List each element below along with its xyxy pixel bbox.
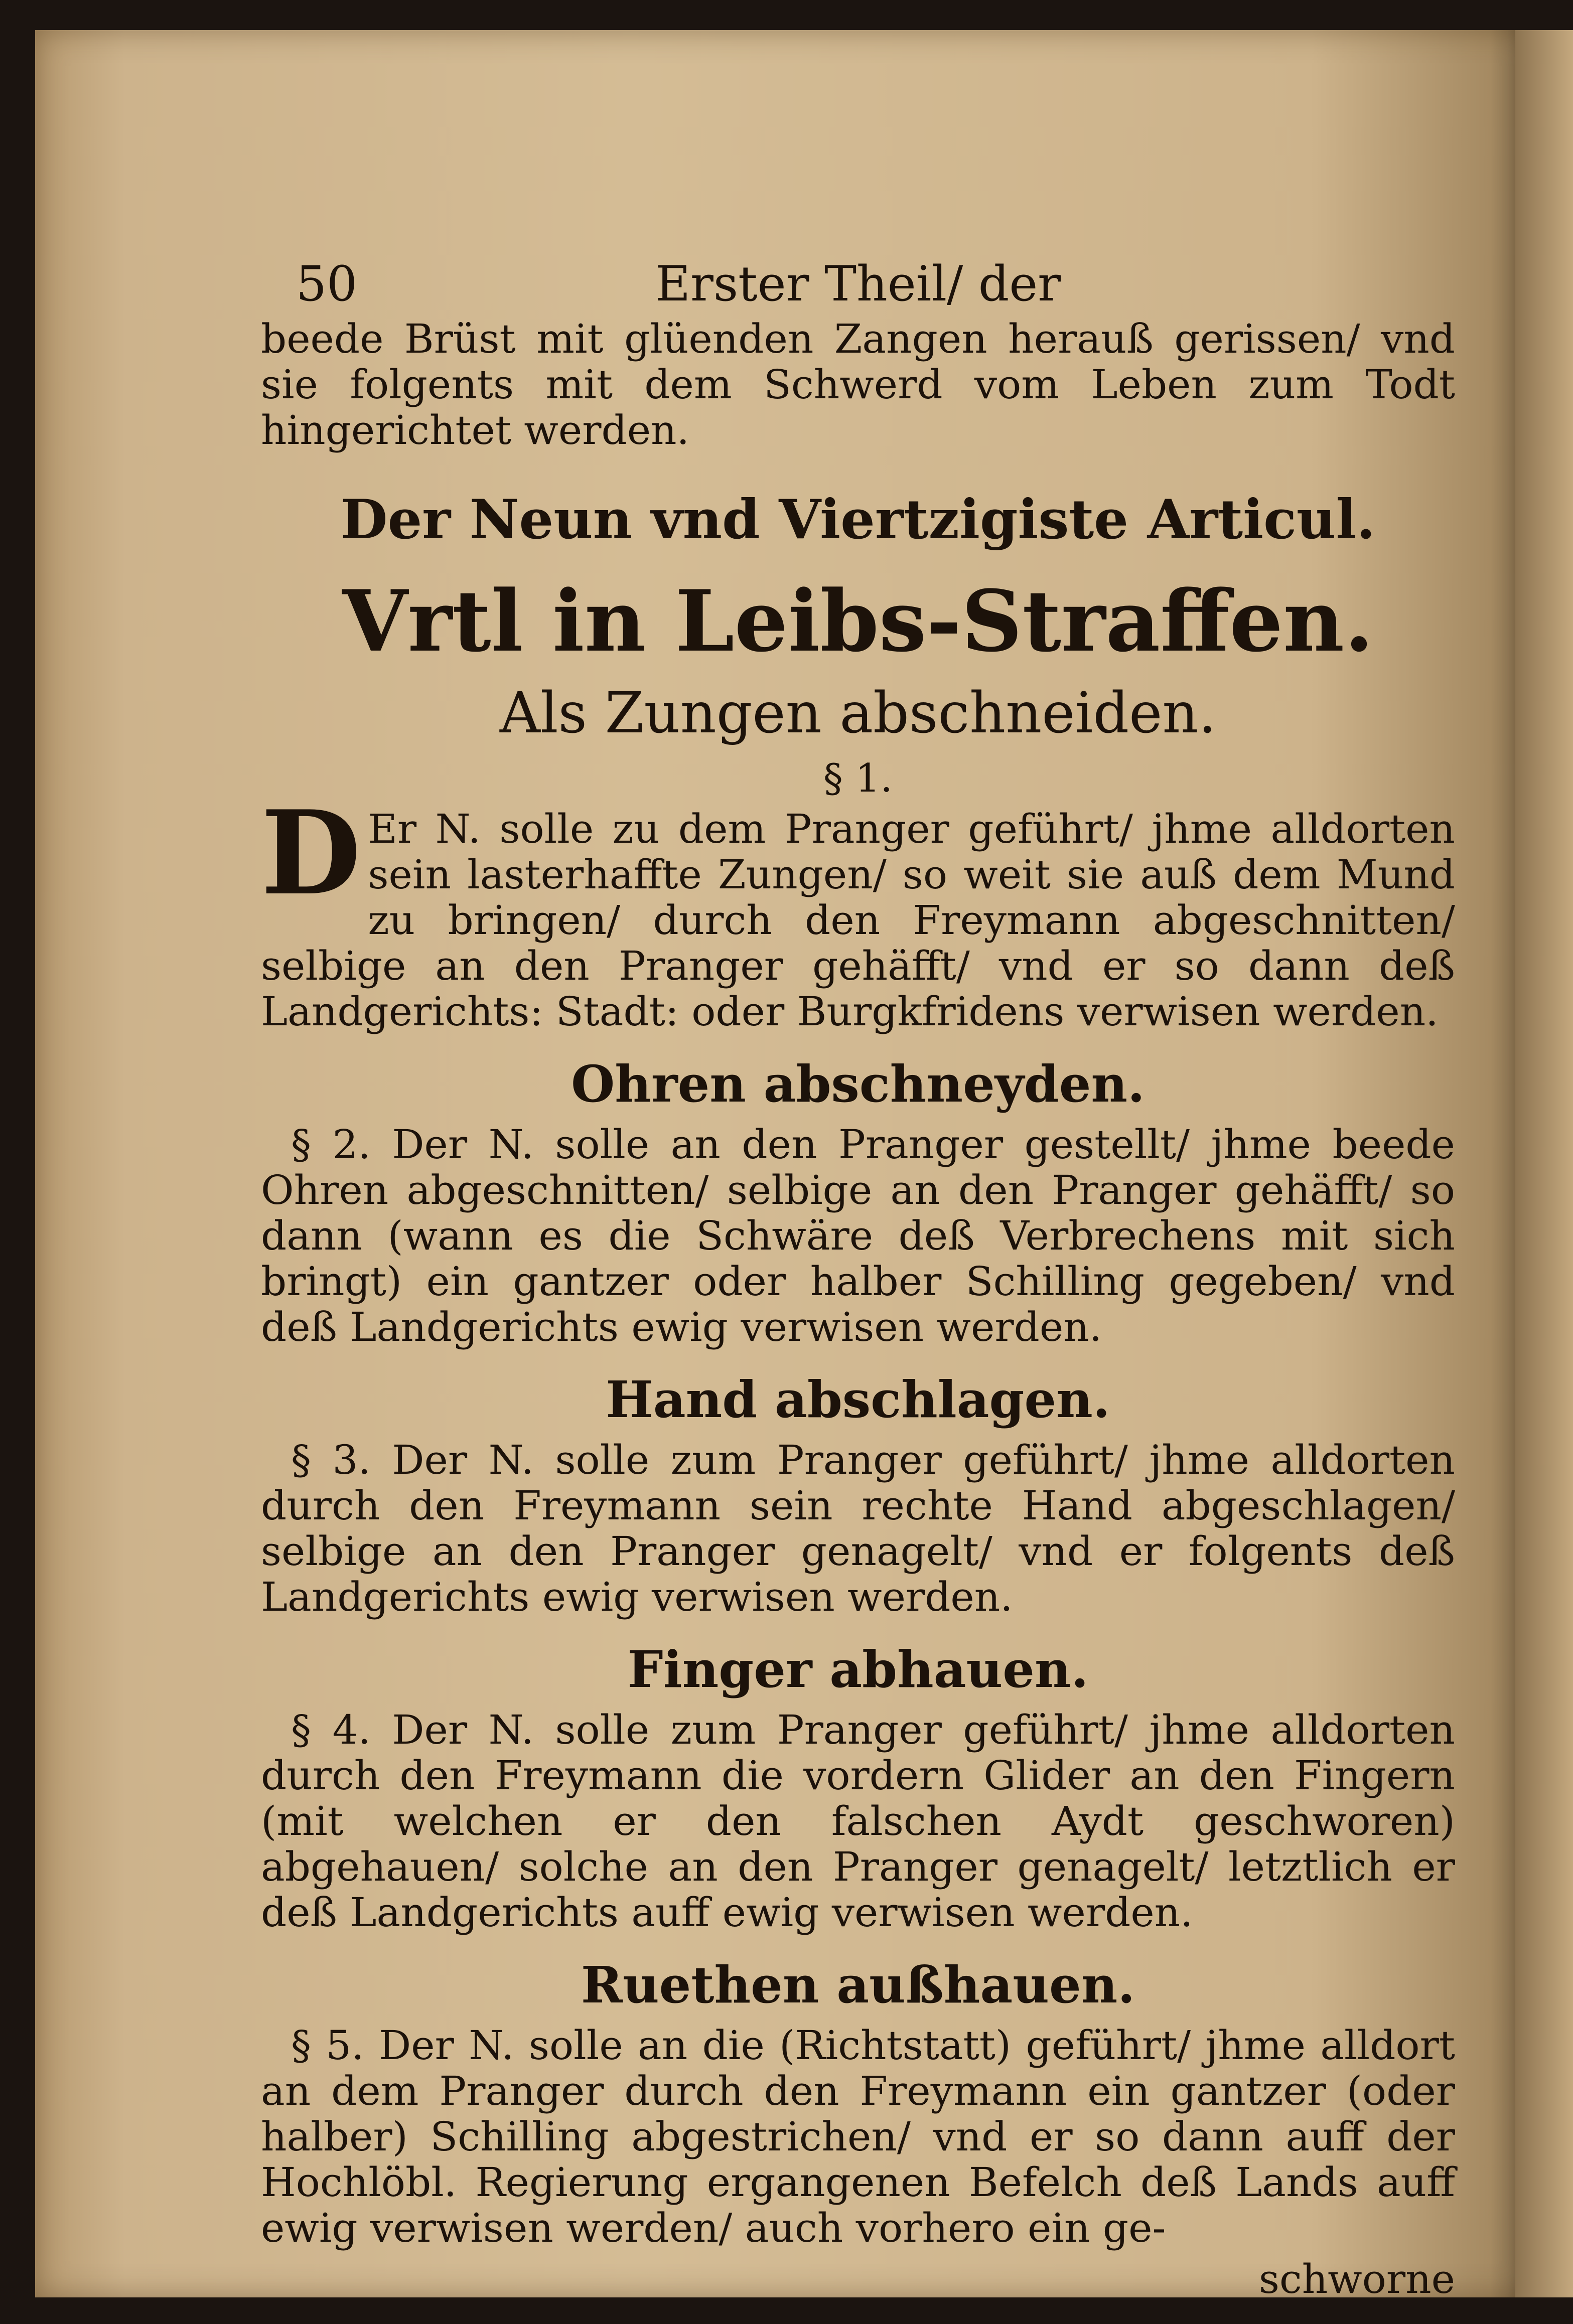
section-5-paragraph [261, 2023, 1455, 2251]
article-heading: Der Neun vnd Viertzigiste Articul. [340, 488, 1376, 551]
section-heading-4: Finger abhauen. [627, 1640, 1089, 1699]
running-title: Erster Theil/ der [655, 256, 1061, 312]
section-number-3: § 3. [291, 1437, 371, 1483]
running-header [261, 256, 1455, 316]
section-4-paragraph [261, 1707, 1455, 1935]
section-3-text: Der N. solle zum Pranger geführt/ jhme alldorten durch den Freymann sein rechte Hand abgeschlagen/ selbige an den Pranger genagelt/ vnd er folgents deß Landgerichts ewig verwisen werden. [261, 1437, 1456, 1620]
facing-page-edge [1515, 30, 1573, 2297]
section-heading-2: Ohren abschneyden. [571, 1054, 1145, 1114]
drop-cap: D [261, 786, 361, 921]
section-2-paragraph [261, 1122, 1455, 1350]
book-page [35, 30, 1535, 2297]
catchword: schworne [1258, 2256, 1455, 2297]
section-2-text: Der N. solle an den Pranger gestellt/ jhme beede Ohren abgeschnitten/ selbige an den Pranger gehäfft/ so dann (wann es die Schwäre deß Verbrechens mit sich bringt) ein gantzer oder halber Schilling gegeben/ vnd deß Landgerichts ewig verwisen werden. [261, 1121, 1455, 1350]
intro-paragraph: beede Brüst mit glüenden Zangen herauß gerissen/ vnd sie folgents mit dem Schwerd vom Leben zum Todt hingerichtet werden. [261, 316, 1455, 453]
section-number-5: § 5. [291, 2022, 364, 2069]
article-title: Vrtl in Leibs-Straffen. [342, 571, 1374, 671]
section-number-1: § 1. [823, 756, 893, 801]
page-number: 50 [296, 256, 358, 312]
section-1-text: Er N. solle zu dem Pranger geführt/ jhme alldorten sein lasterhaffte Zungen/ so weit sie auß dem Mund zu bringen/ durch den Freymann abgeschnitten/ selbige an den Pranger gehäfft/ vnd er so dann deß Landgerichts: Stadt: oder Burgkfridens verwisen werden. [261, 806, 1455, 1035]
section-5-text: Der N. solle an die (Richtstatt) geführt/ jhme alldort an dem Pranger durch den Freymann ein gantzer (oder halber) Schilling abgestrichen/ vnd er so dann auff der Hochlöbl. Regierung ergangenen Befelch deß Lands auff ewig verwisen werden/ auch vorhero ein ge- [261, 2022, 1455, 2251]
page-content [261, 256, 1455, 2297]
section-4-text: Der N. solle zum Pranger geführt/ jhme alldorten durch den Freymann die vordern Glider an den Fingern (mit welchen er den falschen Aydt geschworen) abgehauen/ solche an den Pranger genagelt/ letztlich er deß Landgerichts auff ewig verwisen werden. [261, 1707, 1456, 1936]
section-1-paragraph [261, 786, 1455, 1035]
section-3-paragraph [261, 1437, 1455, 1620]
section-number-4: § 4. [291, 1707, 371, 1753]
section-heading-3: Hand abschlagen. [606, 1370, 1110, 1429]
article-subtitle: Als Zungen abschneiden. [499, 681, 1217, 746]
section-number-2: § 2. [291, 1121, 371, 1168]
section-heading-5: Ruethen außhauen. [581, 1955, 1135, 2015]
